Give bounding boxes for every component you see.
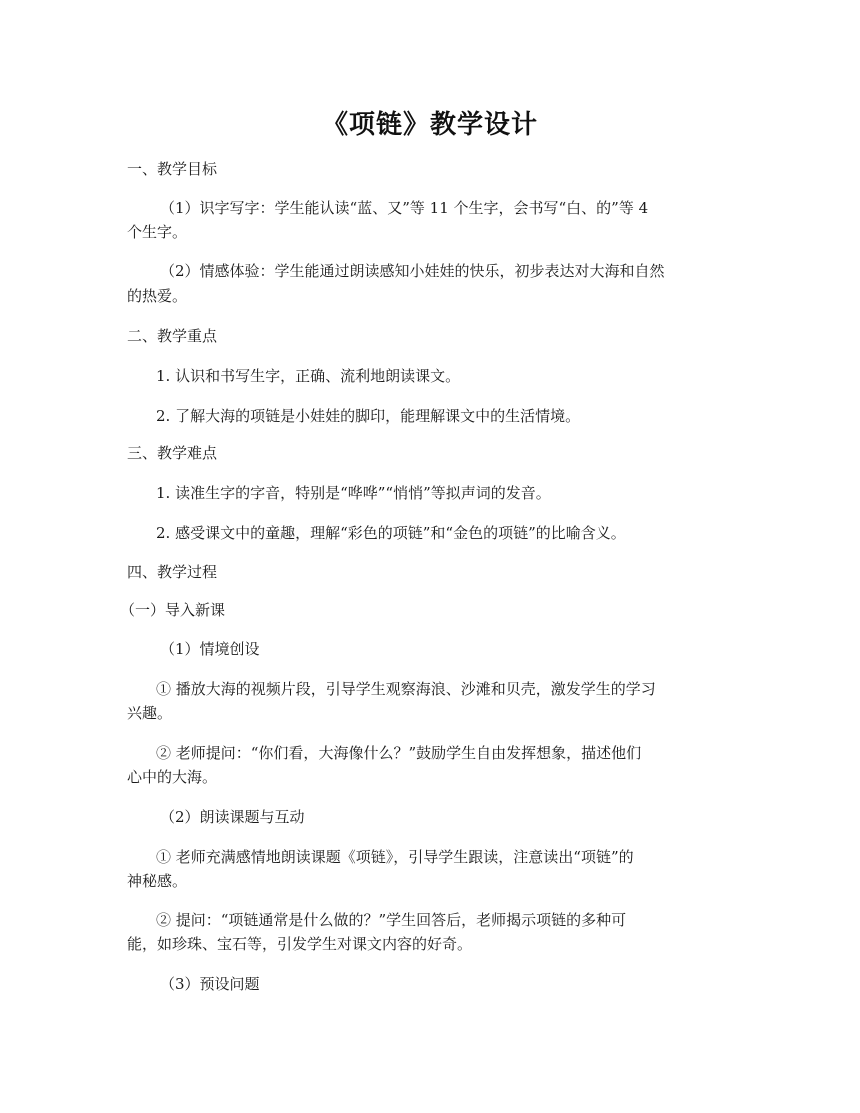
page-title: 《项链》教学设计 bbox=[321, 110, 538, 140]
paragraph-line: ② 老师提问：“你们看，大海像什么？”鼓励学生自由发挥想象，描述他们 bbox=[156, 744, 642, 762]
section-heading-objectives: 一、教学目标 bbox=[127, 160, 218, 178]
paragraph-line: 能，如珍珠、宝石等，引发学生对课文内容的好奇。 bbox=[127, 935, 473, 953]
subsection-heading: （一）导入新课 bbox=[120, 601, 226, 619]
paragraph-line: 心中的大海。 bbox=[127, 768, 218, 786]
paragraph-line: （2）情感体验：学生能通过朗读感知小娃娃的快乐，初步表达对大海和自然 bbox=[160, 262, 665, 280]
list-item: 1. 读准生字的字音，特别是“哗哗”“悄悄”等拟声词的发音。 bbox=[156, 484, 551, 502]
list-item: 2. 感受课文中的童趣，理解“彩色的项链”和“金色的项链”的比喻含义。 bbox=[156, 524, 626, 542]
step-heading: （3）预设问题 bbox=[160, 975, 260, 993]
paragraph-line: 兴趣。 bbox=[127, 704, 173, 722]
list-item: 2. 了解大海的项链是小娃娃的脚印，能理解课文中的生活情境。 bbox=[156, 407, 581, 425]
section-heading-difficulties: 三、教学难点 bbox=[127, 444, 218, 462]
paragraph-line: 神秘感。 bbox=[127, 872, 188, 890]
paragraph-line: 个生字。 bbox=[127, 223, 188, 241]
section-heading-process: 四、教学过程 bbox=[127, 563, 218, 581]
paragraph-line: （1）识字写字：学生能认读“蓝、又”等 11 个生字，会书写“白、的”等 4 bbox=[160, 199, 649, 217]
section-heading-key-points: 二、教学重点 bbox=[127, 327, 218, 345]
step-heading: （2）朗读课题与互动 bbox=[160, 808, 305, 826]
list-item: 1. 认识和书写生字，正确、流利地朗读课文。 bbox=[156, 367, 461, 385]
paragraph-line: ② 提问：“项链通常是什么做的？”学生回答后，老师揭示项链的多种可 bbox=[156, 911, 627, 929]
paragraph-line: ① 老师充满感情地朗读课题《项链》，引导学生跟读，注意读出“项链”的 bbox=[156, 848, 634, 866]
paragraph-line: ① 播放大海的视频片段，引导学生观察海浪、沙滩和贝壳，激发学生的学习 bbox=[156, 680, 656, 698]
paragraph-line: 的热爱。 bbox=[127, 287, 188, 305]
step-heading: （1）情境创设 bbox=[160, 640, 260, 658]
